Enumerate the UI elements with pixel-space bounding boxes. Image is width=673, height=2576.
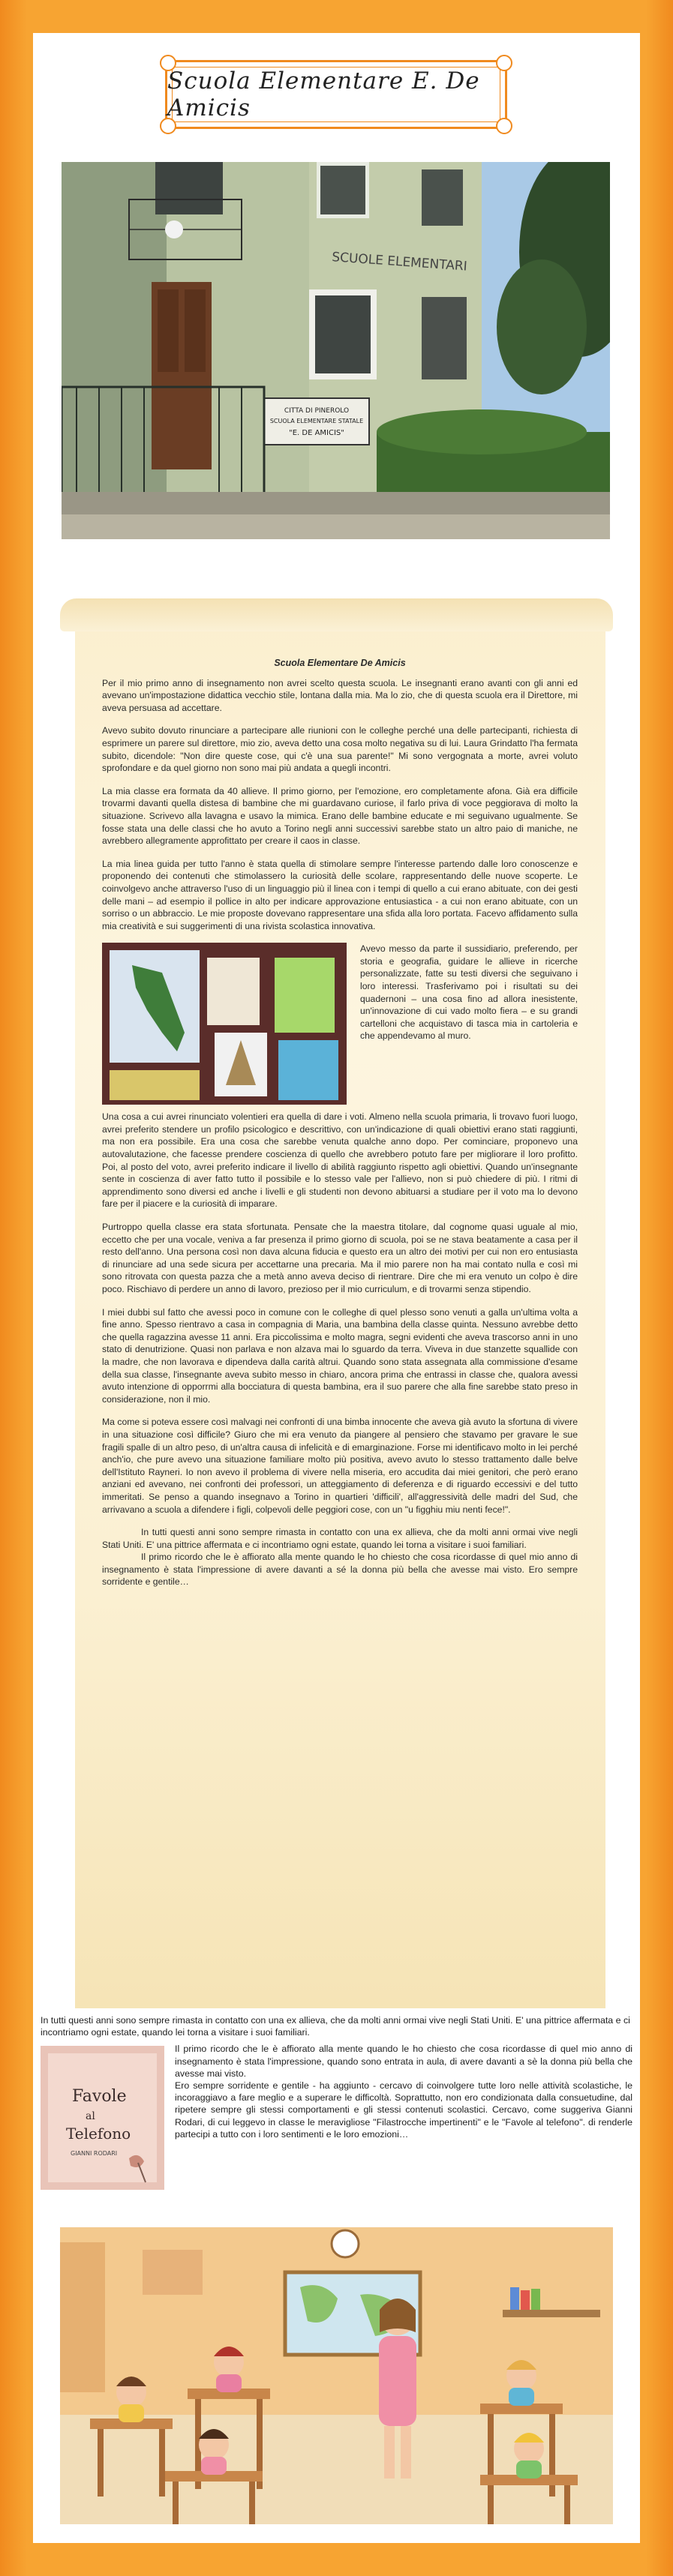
paragraph: Ero sempre sorridente e gentile - ha aggiunto - cercavo di coinvolgere tutte loro nelle attività scolastiche, le incoraggiavo a fare meglio e a superare le difficoltà. Soprattutto, non ero condizionata dalla consuetudine, dal ripetere sempre gli stessi comportamenti e gli stessi contenuti scolastici. Cercavo, come suggeriva Gianni Rodari, di cui leggevo in classe le meravigliose "Filastrocche impertinenti" e le "Favole al telefono". di renderle partecipi a tutto con i loro sentimenti e le loro emozioni… xyxy=(175,2080,632,2140)
book-author: GIANNI RODARI xyxy=(71,2150,118,2158)
paragraph: Purtroppo quella classe era stata sfortunata. Pensate che la maestra titolare, dal cognome quasi uguale al mio, eccetto che per una vocale, veniva a far presenza il primo giorno di scuola, poi se ne stava beatamente a casa per il resto dell'anno. Una persona così non dava alcuna fiducia e questo era un altro dei motivi per cui non ero entusiasta di rinunciare ad una sede sicura per accettarne una precaria. Ma il mio parere non ha mai contato nulla e così mi sono ritrovata con questa pazza che a metà anno aveva deciso di rientrare. Dire che mi era venuto un colpo è dire poco. Rischiavo di perdere un anno di lavoro, prezioso per il mio curriculum, e di trovarmi senza stipendio. xyxy=(102,1222,578,1294)
paragraph: Il primo ricordo che le è affiorato alla mente quando le ho chiesto che cosa ricordasse di quel mio anno di insegnamento è stata l'impressione di avere davanti a sé la donna più bella che avesse mai visto. Ero sempre sorridente e gentile… xyxy=(102,1552,578,1588)
paragraph: La mia classe era formata da 40 allieve. Il primo giorno, per l'emozione, ero completamente afona. Già era difficile trovarmi davanti quella distesa di bambine che mi guardavano curiose, il farlo priva di voce peggiorava di molto la situazione. Scrivevo alla lavagna e usavo la mimica. Erano delle bambine educate e mi seguivano ugualmente. Se fosse stata una delle classi che ho avuto a Torino negli anni successivi sarebbe stato un altro paio di maniche, ne avrebbero allegramente approfittato per creare il caos in classe. xyxy=(102,785,578,847)
paragraph: Il primo ricordo che le è affiorato alla mente quando le ho chiesto che cosa ricordasse di quel mio anno di insegnamento è stata l'impressione, quando sono entrata in aula, di avere davanti a sè la donna più bella che avesse mai visto. xyxy=(175,2044,632,2079)
paragraph: La mia linea guida per tutto l'anno è stata quella di stimolare sempre l'interesse partendo dalle loro conoscenze e proponendo dei contenuti che stimolassero la curiosità delle scolare, rappresentando delle nuove scoperte. Le coinvolgevo anche attraverso l'uso di un linguaggio più il linea con i tempi di quello a cui erano abituate, con dei gesti delle mani – ad esempio il pollice in alto per indicare approvazione entusiastica - a cui non erano abituate, con un sorriso o un abbraccio. Le mie proposte dovevano rappresentare una sfida alla loro portata. Facevo affidamento sulla mia creatività e sui suggerimenti di una rivista scolastica innovativa. xyxy=(102,858,578,931)
plaque-line: SCUOLA ELEMENTARE STATALE xyxy=(269,418,364,424)
lower-section xyxy=(41,2014,632,2193)
page xyxy=(33,33,640,2543)
book-title: al xyxy=(86,2110,95,2123)
paragraph: Una cosa a cui avrei rinunciato volentieri era quella di dare i voti. Almeno nella scuola primaria, li trovavo fuori luogo, avrei preferito stendere un profilo psicologico e descrittivo, con un'indicazione di quali obiettivi erano stati raggiunti, ma non era possibile. Era una cosa che sarebbe venuta qualche anno dopo. Per cominciare, proponevo una autovalutazione, che facesse prendere coscienza di quello che avrebbero potuto fare per migliorare il loro profitto. Poi, al posto del voto, avrei preferito indicare il livello di abilità raggiunto rispetto agli obiettivi. Quando un'insegnante sente in coscienza di aver fatto tutto il possibile e lo stesso vale per l'allievo, non si può chiedere di più. I ritmi di apprendimento sono diversi ed anche i livelli e gli studenti non devono abituarsi a studiare per il voto ma lo devono fare per il piacere e la curiosità di imparare. xyxy=(102,1111,578,1210)
paragraph: I miei dubbi sul fatto che avessi poco in comune con le colleghe di quel plesso sono venuti a galla un'ultima volta a fine anno. Spesso rientravo a casa in compagnia di Maria, una bambina della classe quinta. Nessuno avrebbe detto che quella ragazzina avesse 11 anni. Era piccolissima e molto magra, segni evidenti che aveva trascorso anni in uno stato di denutrizione. Quasi non parlava e non alzava mai lo sguardo da terra. Viveva in due stanzette squallide con la madre, che non lavorava e dipendeva dalla carità altrui. Quando sono stata assegnata alla commissione d'esame della sua classe, l'insegnante aveva subito messo in chiaro, ancora prima che entrassi in classe che, qualora avessi avuto intenzione di opporrmi alla bocciatura di questa bambina, era il suo parere che alla fine sarebbe stato preso in considerazione, non il mio. xyxy=(102,1306,578,1405)
paragraph: Ma come si poteva essere così malvagi nei confronti di una bimba innocente che aveva già avuto la sfortuna di vivere in una situazione così difficile? Giuro che mi era venuto da piangere al pensiero che stavamo per gravare le sue fragili spalle di un altro peso, di un'altra causa di infelicità e di emarginazione. Forse mi identificavo molto in lei perché anch'io, che pure avevo una situazione familiare molto più positiva, avevo avuto lo stesso trattamento dalle belve dell'Istituto Rayneri. Io non avevo il problema di vivere nella miseria, ero accudita dai miei genitori, che però erano anziani ed avevano, nei confronti dei professori, un atteggiamento di deferenza e di riguardo eccessivi e del tutto immeritati. Se penso a quando insegnavo a Torino in quartieri 'difficili', all'aggressività delle madri del Sud, che arrivavano a scuola a difendere i figli, colpevoli delle peggiori cose, con un "u figghiu miu nenti fece!". xyxy=(102,1417,578,1515)
facade-sign: SCUOLE ELEMENTARI xyxy=(331,250,468,274)
page-title: Scuola Elementare E. De Amicis xyxy=(167,67,480,121)
school-photo xyxy=(62,162,610,539)
classroom-illustration xyxy=(60,2227,613,2524)
scroll-curl xyxy=(60,598,613,631)
title-cartouche xyxy=(165,60,507,129)
book-title: Favole xyxy=(72,2087,127,2107)
article-heading: Scuola Elementare De Amicis xyxy=(274,658,406,668)
paragraph: Per il mio primo anno di insegnamento non avrei scelto questa scuola. Le insegnanti erano avanti con gli anni ed avevano un'impostazione didattica vecchio stile, lontana dalla mia. Ma lo zio, che di questa scuola era il Direttore, mi aveva persuasa ad accettare. xyxy=(102,677,578,713)
article-body xyxy=(102,657,578,1599)
paragraph: Avevo messo da parte il sussidiario, preferendo, per storia e geografia, guidare le allieve in ricerche personalizzate, fatte su testi diversi che seguivano i loro interessi. Trasferivamo poi i risultati su dei quadernoni – una cosa fino ad allora inesistente, un'innovazione di cui vado molto fiera – e su grandi cartelloni che acquistavo di tasca mia in cartoleria e che appendevamo al muro. xyxy=(360,943,578,1042)
classroom-work-photo xyxy=(102,943,347,1105)
paragraph: Avevo subito dovuto rinunciare a partecipare alle riunioni con le colleghe perché una delle partecipanti, richiesta di esprimere un parere sul direttore, mio zio, aveva detto una cosa molto negativa su di lui. Laura Grindatto l'ha fermata subito, dicendole: "Non dire queste cose, qui c'è una sua parente!" Mi sono vergognata a morte, avrei voluto sprofondare e da quel giorno non sono mai più andata a quegli incontri. xyxy=(102,725,578,774)
paragraph: In tutti questi anni sono sempre rimasta in contatto con una ex allieva, che da molti anni ormai vive negli Stati Uniti. E' una pittrice affermata e ci incontriamo ogni estate, quando lei torna a visitare i suoi familiari. xyxy=(102,1527,578,1550)
article-scroll xyxy=(60,598,613,2008)
intro-text: In tutti questi anni sono sempre rimasta in contatto con una ex allieva, che da molti anni ormai vive negli Stati Uniti. E' una pittrice affermata e ci incontriamo ogni estate, quando lei torna a visitare i suoi familiari. xyxy=(41,2015,630,2038)
book-title: Telefono xyxy=(66,2125,131,2143)
plaque-line: "E. DE AMICIS" xyxy=(289,429,344,437)
plaque-line: CITTA DI PINEROLO xyxy=(284,407,350,415)
book-cover xyxy=(41,2046,164,2190)
